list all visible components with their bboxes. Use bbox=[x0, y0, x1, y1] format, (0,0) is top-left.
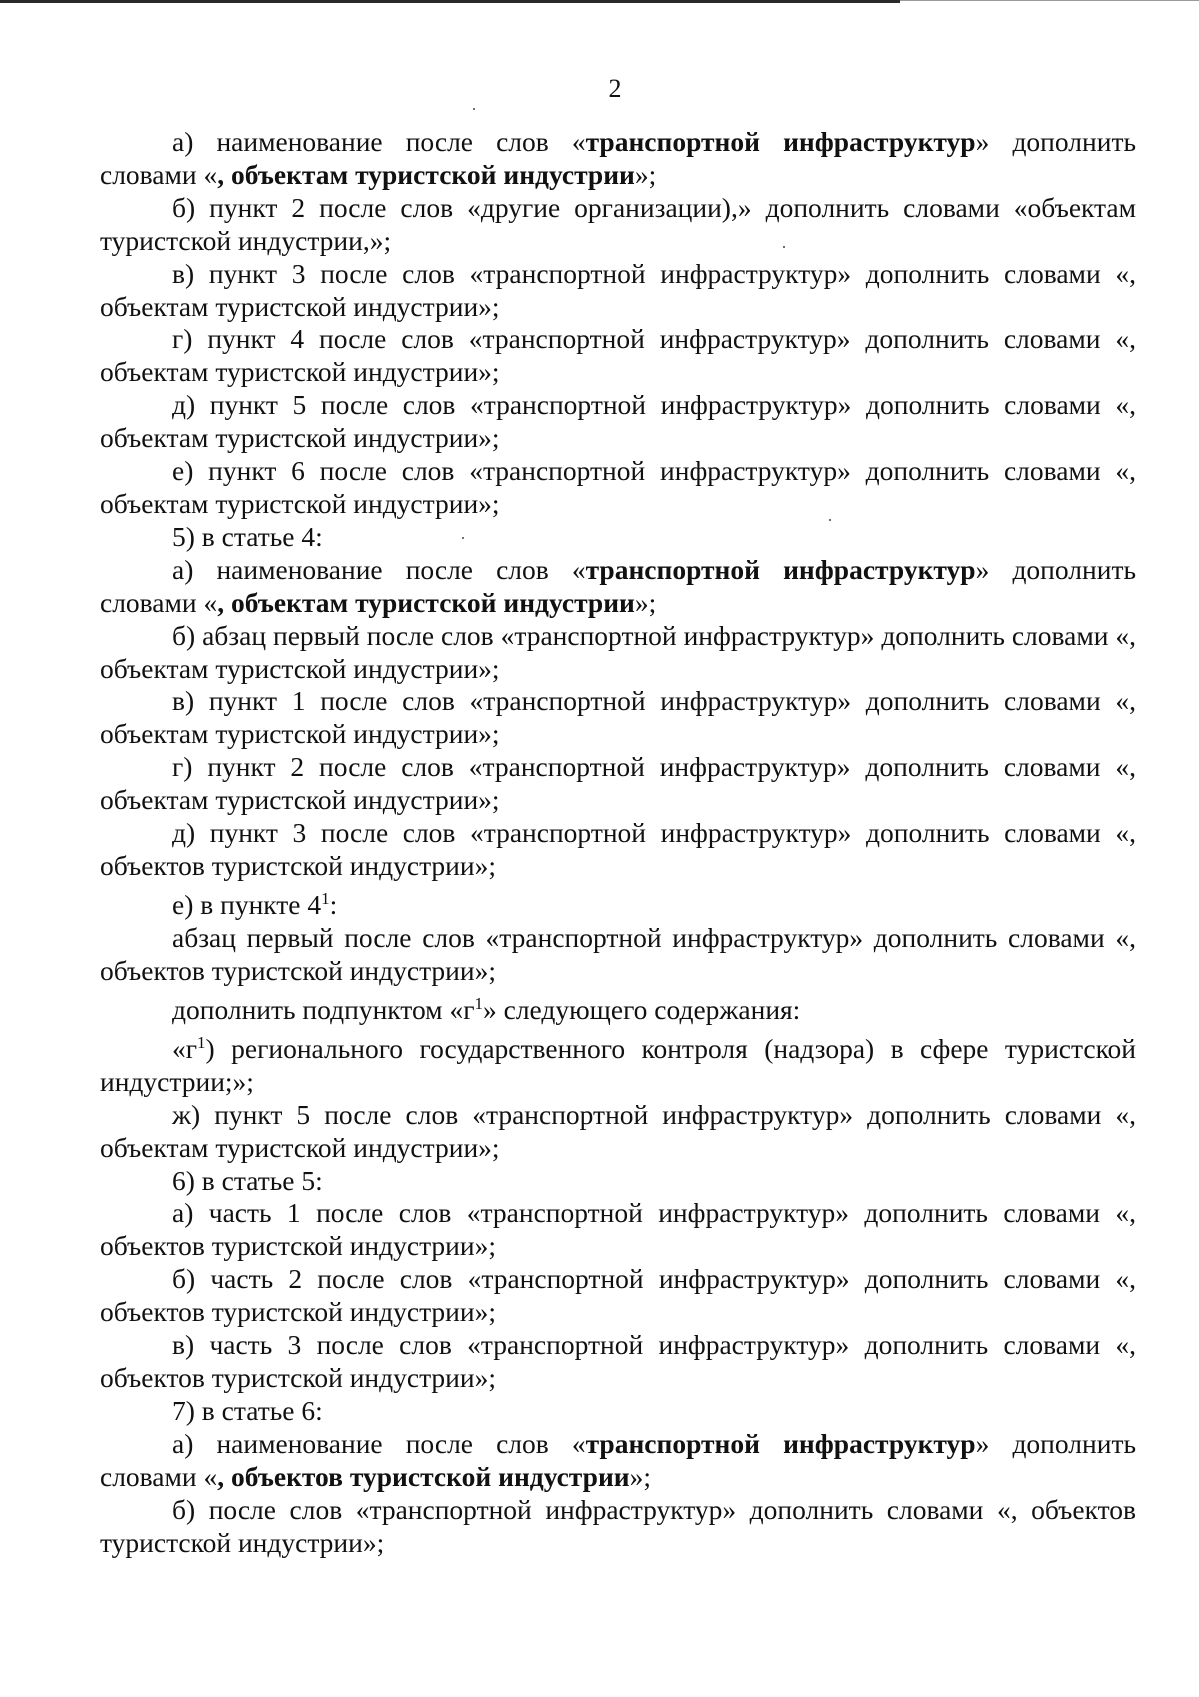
paragraph-4-b bbox=[100, 192, 1136, 258]
paragraph-7-heading bbox=[100, 1395, 1136, 1428]
text-segment: » следующего содержания: bbox=[483, 993, 801, 1025]
text-segment: а) наименование после слов « bbox=[172, 553, 586, 585]
scan-speck bbox=[473, 108, 475, 110]
paragraph-5-d bbox=[100, 817, 1136, 883]
text-segment: б) часть 2 после слов «транспортной инфраструктур» дополнить словами «, объектов туристской индустрии»; bbox=[100, 1263, 1136, 1328]
text-segment: ж) пункт 5 после слов «транспортной инфраструктур» дополнить словами «, объектам туристской индустрии»; bbox=[100, 1098, 1136, 1163]
paragraph-5-b bbox=[100, 620, 1136, 686]
paragraph-5-e-dopolnit bbox=[100, 988, 1136, 1027]
paragraph-4-e bbox=[100, 455, 1136, 521]
paragraph-4-v bbox=[100, 258, 1136, 324]
text-segment: ) регионального государственного контроля (надзора) в сфере туристской индустрии;»; bbox=[100, 1032, 1136, 1097]
text-segment: дополнить подпунктом «г bbox=[172, 993, 475, 1025]
text-segment: а) наименование после слов « bbox=[172, 126, 586, 157]
paragraph-6-b bbox=[100, 1263, 1136, 1329]
text-segment: »; bbox=[629, 1460, 652, 1492]
text-segment: » дополнить словами « bbox=[100, 126, 1137, 190]
paragraph-5-zh bbox=[100, 1099, 1136, 1165]
text-segment: в) пункт 3 после слов «транспортной инфраструктур» дополнить словами «, объектам туристской индустрии»; bbox=[100, 257, 1136, 322]
text-segment: а) наименование после слов « bbox=[172, 1427, 586, 1459]
text-segment: «г bbox=[172, 1032, 198, 1064]
bold-text: , объектов туристской индустрии bbox=[217, 1460, 630, 1492]
paragraph-6-heading bbox=[100, 1165, 1136, 1198]
text-segment: г) пункт 2 после слов «транспортной инфраструктур» дополнить словами «, объектам туристской индустрии»; bbox=[100, 751, 1136, 816]
superscript: 1 bbox=[321, 888, 330, 908]
text-segment: е) пункт 6 после слов «транспортной инфраструктур» дополнить словами «, объектам туристской индустрии»; bbox=[100, 455, 1136, 519]
text-segment: б) абзац первый после слов «транспортной инфраструктур» дополнить словами «, объектам туристской индустрии»; bbox=[100, 619, 1136, 684]
text-segment: »; bbox=[634, 586, 657, 618]
page-edge-top bbox=[0, 0, 900, 3]
paragraph-4-a bbox=[100, 126, 1136, 192]
paragraph-6-a bbox=[100, 1197, 1136, 1263]
page-edge-top-faint bbox=[900, 0, 1200, 1]
bold-text: , объектам туристской индустрии bbox=[217, 158, 635, 190]
text-segment: 5) в статье 4: bbox=[172, 520, 323, 552]
text-segment: в) часть 3 после слов «транспортной инфраструктур» дополнить словами «, объектов туристской индустрии»; bbox=[100, 1329, 1136, 1393]
paragraph-6-v bbox=[100, 1329, 1136, 1395]
paragraph-5-v bbox=[100, 685, 1136, 751]
paragraph-5-e-g1 bbox=[100, 1027, 1136, 1099]
superscript: 1 bbox=[197, 1032, 206, 1052]
text-segment: в) пункт 1 после слов «транспортной инфраструктур» дополнить словами «, объектам туристской индустрии»; bbox=[100, 685, 1136, 750]
page-number: 2 bbox=[608, 74, 622, 103]
paragraph-7-b bbox=[100, 1494, 1136, 1560]
paragraph-5-a bbox=[100, 554, 1136, 620]
paragraph-5-heading bbox=[100, 521, 1136, 554]
paragraph-5-e-abzac bbox=[100, 922, 1136, 988]
text-segment: 7) в статье 6: bbox=[172, 1394, 323, 1426]
text-segment: б) пункт 2 после слов «другие организации),» дополнить словами «объектам туристской индустрии,»; bbox=[100, 191, 1136, 256]
bold-text: транспортной инфраструктур bbox=[585, 553, 976, 585]
text-segment: г) пункт 4 после слов «транспортной инфраструктур» дополнить словами «, объектам туристской индустрии»; bbox=[100, 323, 1136, 388]
text-segment: 6) в статье 5: bbox=[172, 1164, 323, 1196]
text-segment: : bbox=[329, 889, 338, 920]
text-segment: абзац первый после слов «транспортной инфраструктур» дополнить словами «, объектов туристской индустрии»; bbox=[100, 921, 1136, 986]
bold-text: транспортной инфраструктур bbox=[585, 126, 976, 157]
paragraph-5-e bbox=[100, 883, 1136, 922]
superscript: 1 bbox=[474, 993, 483, 1013]
bold-text: , объектам туристской индустрии bbox=[217, 586, 635, 618]
document-body bbox=[100, 126, 1136, 1559]
text-segment: » дополнить словами « bbox=[100, 1427, 1137, 1492]
text-segment: а) часть 1 после слов «транспортной инфраструктур» дополнить словами «, объектов туристской индустрии»; bbox=[100, 1197, 1136, 1262]
text-segment: б) после слов «транспортной инфраструктур» дополнить словами «, объектов туристской индустрии»; bbox=[100, 1493, 1136, 1558]
paragraph-7-a bbox=[100, 1428, 1136, 1494]
text-segment: е) в пункте 4 bbox=[172, 889, 322, 920]
text-segment: »; bbox=[634, 158, 657, 190]
paragraph-4-g bbox=[100, 323, 1136, 389]
paragraph-4-d bbox=[100, 389, 1136, 455]
paragraph-5-g bbox=[100, 751, 1136, 817]
text-segment: д) пункт 5 после слов «транспортной инфраструктур» дополнить словами «, объектам туристской индустрии»; bbox=[100, 389, 1136, 454]
text-segment: д) пункт 3 после слов «транспортной инфраструктур» дополнить словами «, объектов туристской индустрии»; bbox=[100, 817, 1136, 881]
text-segment: » дополнить словами « bbox=[100, 553, 1137, 618]
bold-text: транспортной инфраструктур bbox=[585, 1427, 976, 1459]
